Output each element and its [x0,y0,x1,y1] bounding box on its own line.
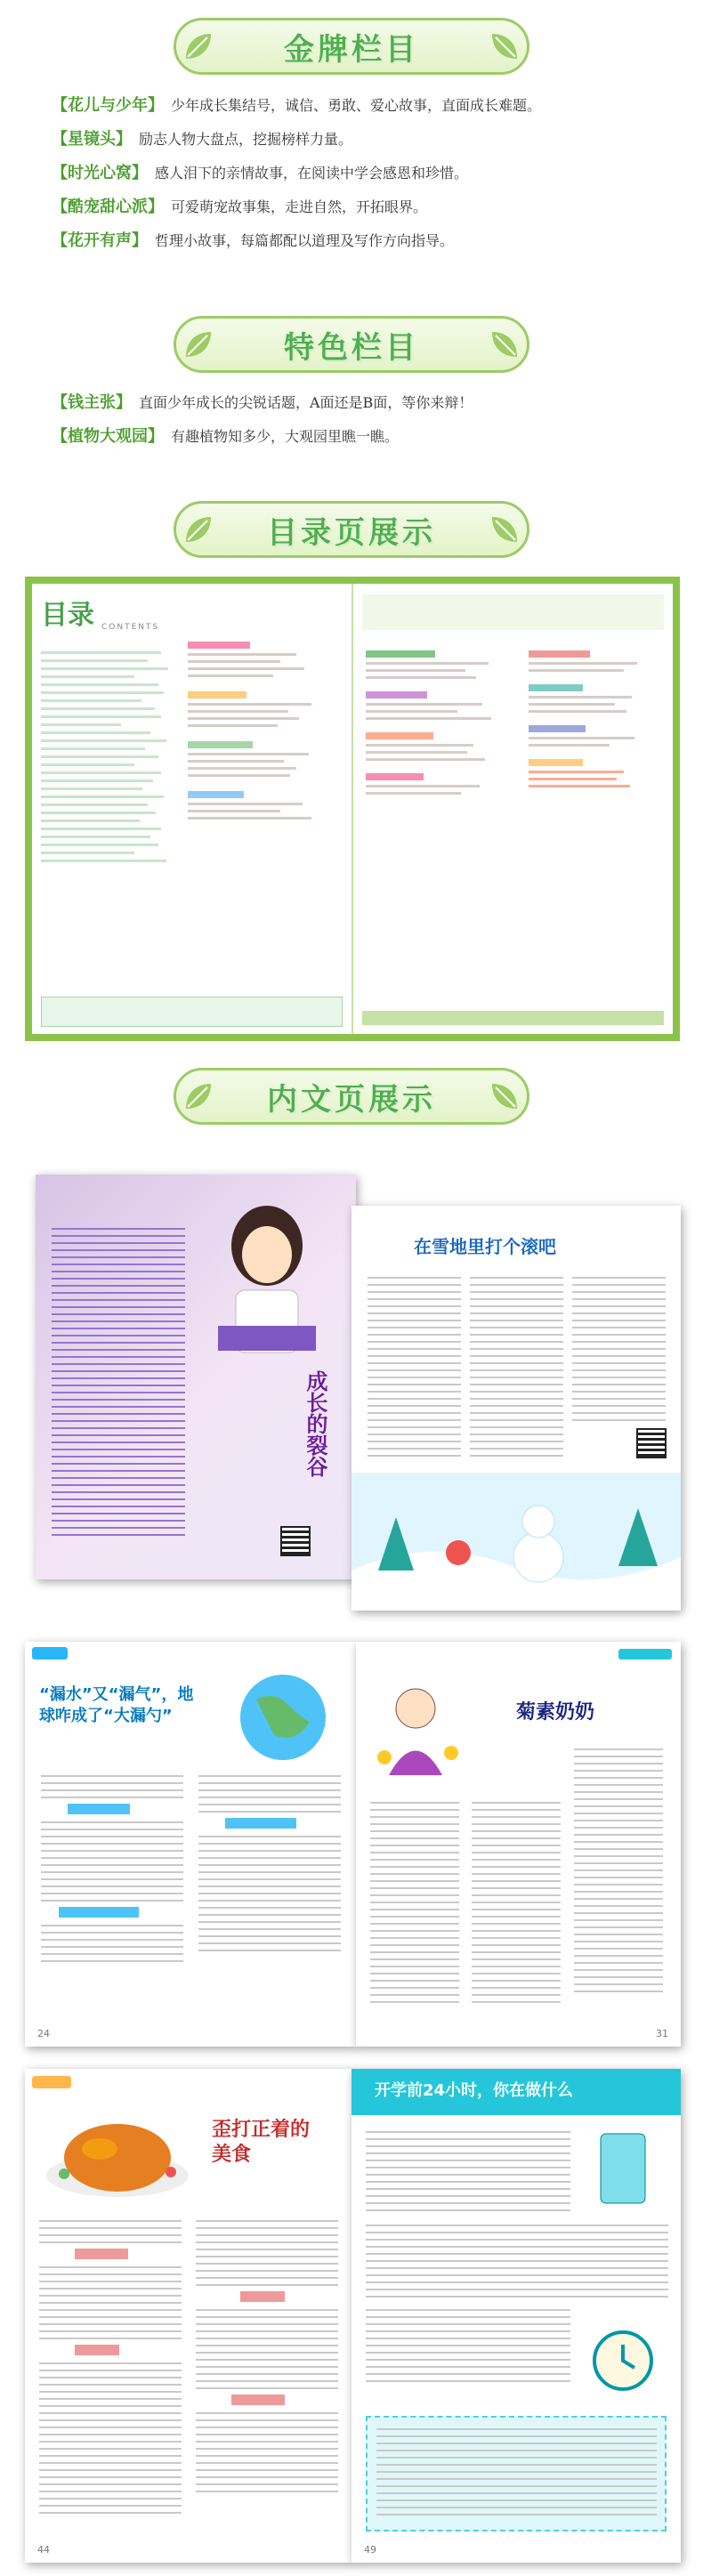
qr-code [636,1428,667,1458]
page-number: 44 [37,2544,50,2556]
page-number: 24 [37,2028,50,2039]
article-text [572,1277,666,1426]
earth-illustration [225,1668,341,1766]
turkey-dish-illustration [37,2096,198,2202]
article-title: 成长的裂谷 [303,1370,327,1477]
column-desc: 直面少年成长的尖锐话题，A面还是B面，等你来辩！ [139,393,473,411]
toc-subtitle: CONTENTS [101,623,160,632]
column-desc: 少年成长集结号，诚信、勇敢、爱心故事，直面成长难题。 [171,96,542,114]
section-title: 金牌栏目 [284,31,419,68]
article-page-4 [356,1642,681,2047]
section-banner-gold [174,18,529,75]
column-desc: 哲理小故事，每篇都配以道理及写作方向指导。 [155,231,455,249]
column-desc: 感人泪下的亲情故事，在阅读中学会感恩和珍惜。 [155,164,469,182]
article-text [198,1775,341,1957]
list-item [52,155,675,189]
article-text [52,1228,185,1541]
toc-footer-box [41,997,343,1027]
toc-spread-image [25,577,680,1041]
list-item [52,189,675,222]
gold-column-list [52,87,675,256]
column-tag: 【花儿与少年】 [52,96,164,115]
article-title: 在雪地里打个滚吧 [414,1236,556,1257]
grandma-illustration [367,1677,465,1784]
column-tag: 【时光心窝】 [52,164,148,182]
section-title: 内文页展示 [267,1081,436,1118]
list-item [52,87,675,121]
article-text [196,2220,338,2498]
section-title: 特色栏目 [284,329,419,366]
section-banner-special [174,316,529,373]
article-page-5 [25,2069,352,2563]
snow-scene-illustration [352,1473,681,1611]
toc-entries-right-b [529,646,664,792]
toc-right-page [352,584,673,1034]
toc-entries-left [188,637,343,824]
article-page-3 [25,1642,356,2047]
article-title: “漏水”又“漏气”，地球咋成了“大漏勺” [39,1685,194,1725]
article-text [366,2225,668,2303]
toc-entries-right-a [366,646,519,799]
page-number: 31 [656,2028,668,2039]
page-number: 49 [364,2544,376,2556]
toc-title: 目录 [41,600,94,631]
column-tag: 【星镜头】 [52,130,132,149]
article-title: 菊素奶奶 [516,1701,595,1724]
article-text [41,1775,183,1967]
section-banner-content [174,1068,529,1125]
article-page-1 [36,1175,356,1579]
phone-illustration [583,2127,663,2207]
article-title: 歪打正着的美食 [212,2119,311,2166]
article-page-2 [352,1206,681,1611]
column-desc: 励志人物大盘点，挖掘榜样力量。 [139,130,353,148]
toc-left-page [32,584,352,1034]
column-desc: 有趣植物知多少，大观园里瞧一瞧。 [171,427,400,445]
article-title: 开学前24小时，你在做什么 [375,2081,574,2100]
qr-code [280,1526,311,1556]
list-item [52,418,675,452]
article-page-6 [352,2069,681,2563]
article-text [366,2309,570,2387]
column-desc: 可爱萌宠故事集，走进自然，开拓眼界。 [171,198,428,215]
girl-illustration [200,1192,334,1370]
article-text [370,1802,459,2008]
article-text [39,2220,182,2519]
tip-box [366,2416,667,2532]
article-text [472,1802,561,2008]
column-tag: 【酷宠甜心派】 [52,198,164,216]
section-title: 目录页展示 [267,514,436,551]
masthead-list [41,646,174,868]
column-tag: 【植物大观园】 [52,427,164,446]
article-text [574,1748,663,1998]
special-column-list [52,384,675,452]
article-text [366,2131,570,2217]
column-tag: 【花开有声】 [52,231,148,250]
section-banner-toc [174,501,529,558]
article-text [470,1277,563,1462]
list-item [52,222,675,256]
list-item [52,121,675,155]
alarm-clock-icon [583,2318,663,2398]
list-item [52,384,675,418]
column-tag: 【钱主张】 [52,393,132,412]
article-text [368,1277,461,1462]
